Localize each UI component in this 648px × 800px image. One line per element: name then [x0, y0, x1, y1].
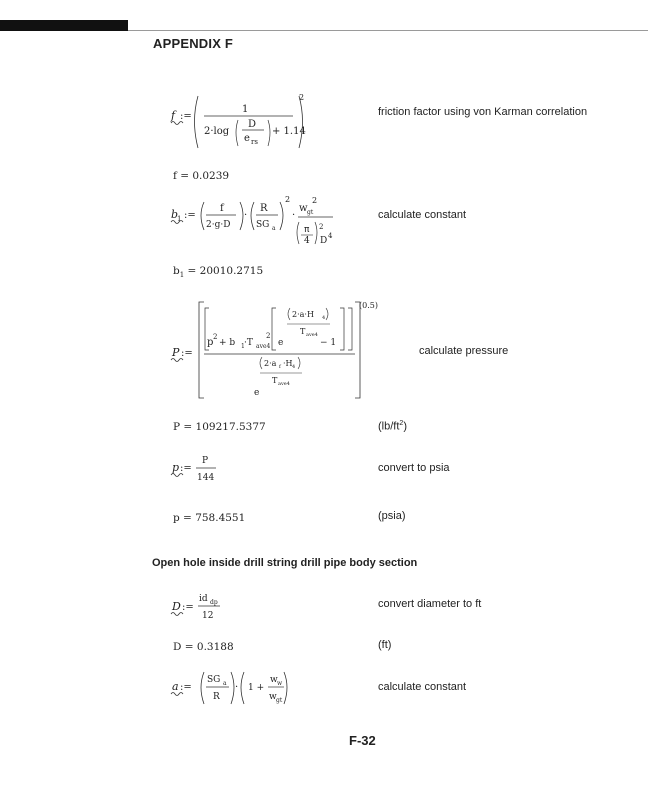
svg-text:D: D	[248, 119, 257, 130]
svg-text:R: R	[260, 203, 268, 214]
svg-text:·: ·	[292, 210, 296, 221]
svg-text:2: 2	[285, 195, 291, 204]
svg-text:D: D	[320, 236, 328, 246]
svg-text:1: 1	[241, 343, 245, 350]
svg-text:gt: gt	[307, 209, 314, 216]
svg-text:w: w	[269, 692, 277, 702]
header-rule	[128, 30, 648, 31]
svg-text:SG: SG	[256, 220, 270, 230]
svg-text:1: 1	[242, 104, 249, 115]
svg-text:w: w	[299, 203, 308, 214]
svg-text:ave4: ave4	[278, 381, 290, 387]
svg-text:2: 2	[319, 223, 324, 231]
psia-description: convert to psia	[378, 462, 450, 474]
svg-text:T: T	[272, 376, 278, 385]
diameter-equation	[168, 590, 228, 624]
svg-text:(0.5): (0.5)	[359, 301, 378, 310]
svg-text:gt: gt	[276, 697, 283, 704]
section-title: Open hole inside drill string drill pipe body section	[152, 557, 418, 569]
svg-text::=: :=	[180, 682, 192, 693]
unit-psia: (psia)	[378, 510, 406, 522]
constant-a-equation	[168, 666, 293, 710]
svg-text:a: a	[272, 225, 276, 232]
svg-text:2·a·H: 2·a·H	[292, 310, 314, 319]
svg-text:·T: ·T	[244, 338, 253, 348]
svg-text:p: p	[207, 337, 214, 348]
svg-text:12: 12	[202, 611, 214, 621]
unit-ft: (ft)	[378, 639, 392, 651]
unit-psf: $(lb/ft^2)$	[378, 420, 407, 433]
right-paren	[299, 96, 303, 148]
psia-equation	[168, 452, 228, 486]
svg-text:p: p	[172, 461, 180, 474]
diameter-description: convert diameter to ft	[378, 598, 482, 610]
svg-text::=: :=	[180, 463, 192, 474]
svg-text:2: 2	[213, 333, 218, 341]
svg-text:+ 1.14: + 1.14	[272, 126, 306, 137]
svg-text:2·log: 2·log	[204, 126, 230, 137]
svg-text:2: 2	[299, 93, 305, 102]
svg-text:2: 2	[312, 196, 318, 205]
svg-text:w: w	[277, 680, 283, 687]
psia-result: p = 758.4551	[173, 512, 246, 524]
svg-text:id: id	[199, 594, 208, 604]
svg-text:+ b: + b	[219, 338, 236, 348]
svg-text:P: P	[202, 456, 209, 466]
svg-text:2·g·D: 2·g·D	[206, 220, 231, 230]
svg-text:4: 4	[292, 364, 296, 370]
friction-factor-equation	[168, 90, 308, 154]
svg-text:T: T	[300, 327, 306, 336]
svg-text:a: a	[172, 680, 179, 693]
svg-text:SG: SG	[207, 675, 221, 685]
svg-text::=: :=	[180, 111, 192, 122]
header-bar	[0, 20, 128, 31]
svg-text::=: :=	[181, 348, 193, 359]
b1-equation	[168, 192, 343, 258]
svg-text:f: f	[220, 203, 224, 214]
left-paren	[195, 96, 199, 148]
svg-text:1 +: 1 +	[248, 683, 265, 693]
svg-text:2: 2	[266, 332, 271, 340]
pressure-description: calculate pressure	[419, 345, 509, 357]
svg-text:4: 4	[328, 232, 333, 240]
svg-text:1: 1	[177, 215, 182, 223]
svg-text:e: e	[254, 388, 260, 398]
svg-text:e: e	[244, 133, 250, 144]
friction-result: f = 0.0239	[173, 170, 230, 182]
svg-text:·: ·	[244, 210, 248, 221]
page-number: F-32	[349, 733, 376, 748]
svg-text:P: P	[172, 346, 180, 359]
svg-text:b: b	[171, 208, 179, 221]
svg-text:a: a	[223, 680, 227, 687]
b1-result: $b_1 = 20010.2715$	[173, 265, 264, 280]
svg-text:w: w	[270, 675, 278, 685]
friction-description: friction factor using von Karman correlation	[378, 106, 588, 118]
svg-text:D: D	[172, 600, 181, 613]
svg-text:π: π	[304, 225, 310, 235]
eq-lhs: f	[171, 109, 176, 122]
svg-text:144: 144	[197, 473, 215, 483]
constant-a-description: calculate constant	[378, 681, 467, 693]
svg-text:− 1: − 1	[320, 338, 337, 348]
svg-text:f: f	[279, 364, 281, 370]
pressure-equation	[168, 298, 383, 402]
svg-text:ave4: ave4	[256, 343, 271, 350]
svg-text:4: 4	[322, 315, 326, 321]
diameter-result: D = 0.3188	[173, 641, 234, 653]
svg-text::=: :=	[184, 210, 196, 221]
svg-text:·: ·	[235, 682, 239, 693]
svg-text:2·a: 2·a	[264, 359, 277, 368]
svg-text:4: 4	[304, 236, 310, 246]
svg-text:·H: ·H	[283, 359, 293, 368]
svg-text:R: R	[213, 692, 220, 702]
constant-description: calculate constant	[378, 209, 467, 221]
page-header: APPENDIX F	[153, 36, 234, 51]
svg-text:dp: dp	[210, 599, 218, 606]
pressure-result: P = 109217.5377	[173, 421, 266, 433]
svg-text::=: :=	[182, 602, 194, 613]
svg-text:ave4: ave4	[306, 332, 318, 338]
svg-text:e: e	[278, 338, 284, 348]
svg-text:rs: rs	[251, 138, 258, 146]
